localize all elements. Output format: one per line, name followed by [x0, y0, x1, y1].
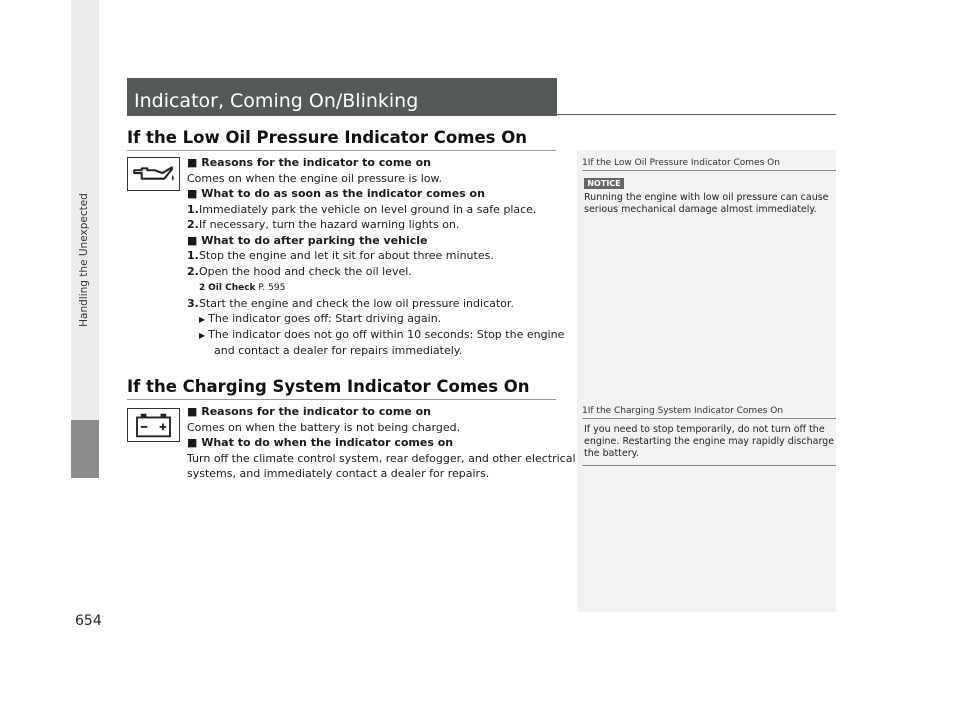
result-text: The indicator goes off: Start driving again.: [208, 312, 442, 325]
section-heading-charging: If the Charging System Indicator Comes On: [127, 377, 530, 396]
result-text-continued: and contact a dealer for repairs immediately.: [214, 344, 463, 357]
notes-panel: [577, 150, 836, 612]
arrow-icon: ▶: [199, 331, 206, 340]
step-text: Stop the engine and let it sit for about three minutes.: [199, 249, 494, 262]
side-tab-marker: [71, 420, 99, 478]
note-text: Running the engine with low oil pressure can cause: [584, 192, 829, 203]
note-text: serious mechanical damage almost immediately.: [584, 204, 817, 215]
note-text: If you need to stop temporarily, do not turn off the: [584, 424, 825, 435]
subheading: ■ What to do as soon as the indicator comes on: [187, 187, 485, 200]
subheading: ■ Reasons for the indicator to come on: [187, 405, 431, 418]
title-rule: [557, 114, 836, 115]
notice-badge: NOTICE: [584, 178, 624, 189]
step-number: 1.: [187, 203, 199, 216]
body-text: Comes on when the engine oil pressure is low.: [187, 172, 442, 185]
section-rule: [127, 150, 556, 151]
result-line: [199, 311, 441, 328]
reference-title: Oil Check: [208, 283, 256, 293]
chapter-label: Handling the Unexpected: [78, 193, 90, 327]
note-rule: [582, 465, 836, 466]
note-ref-marker: 1: [582, 158, 588, 168]
result-line: [199, 327, 564, 344]
step-number: 3.: [187, 297, 199, 310]
note-header: [582, 158, 780, 168]
body-text: Comes on when the battery is not being charged.: [187, 421, 461, 434]
step-text: Open the hood and check the oil level.: [199, 265, 412, 278]
subheading: ■ Reasons for the indicator to come on: [187, 156, 431, 169]
section-rule: [127, 399, 556, 400]
note-ref-marker: 1: [582, 406, 588, 416]
step-number: 1.: [187, 249, 199, 262]
body-text: Turn off the climate control system, rear defogger, and other electrical: [187, 452, 576, 465]
oil-can-icon: [127, 157, 180, 191]
arrow-icon: ▶: [199, 315, 206, 324]
result-text: The indicator does not go off within 10 seconds: Stop the engine: [208, 328, 565, 341]
step-text: If necessary, turn the hazard warning lights on.: [199, 218, 460, 231]
note-header: [582, 406, 783, 416]
subheading: ■ What to do after parking the vehicle: [187, 234, 428, 247]
note-title: If the Low Oil Pressure Indicator Comes On: [587, 158, 780, 168]
reference-marker: 2: [199, 283, 206, 293]
cross-reference-link[interactable]: [199, 280, 285, 296]
page-number: 654: [75, 613, 102, 629]
battery-icon: [127, 408, 180, 442]
step-number: 2.: [187, 218, 199, 231]
note-rule: [582, 418, 836, 419]
step-number: 2.: [187, 265, 199, 278]
note-title: If the Charging System Indicator Comes On: [587, 406, 784, 416]
body-text: systems, and immediately contact a dealer for repairs.: [187, 467, 490, 480]
note-text: engine. Restarting the engine may rapidly discharge: [584, 436, 835, 447]
step-text: Immediately park the vehicle on level ground in a safe place.: [199, 203, 537, 216]
step-text: Start the engine and check the low oil pressure indicator.: [199, 297, 514, 310]
section-heading-oil: If the Low Oil Pressure Indicator Comes On: [127, 128, 527, 147]
subheading: ■ What to do when the indicator comes on: [187, 436, 454, 449]
note-rule: [582, 170, 836, 171]
note-text: the battery.: [584, 448, 639, 459]
reference-page: P. 595: [258, 283, 286, 293]
page-title: Indicator, Coming On/Blinking: [134, 90, 419, 112]
